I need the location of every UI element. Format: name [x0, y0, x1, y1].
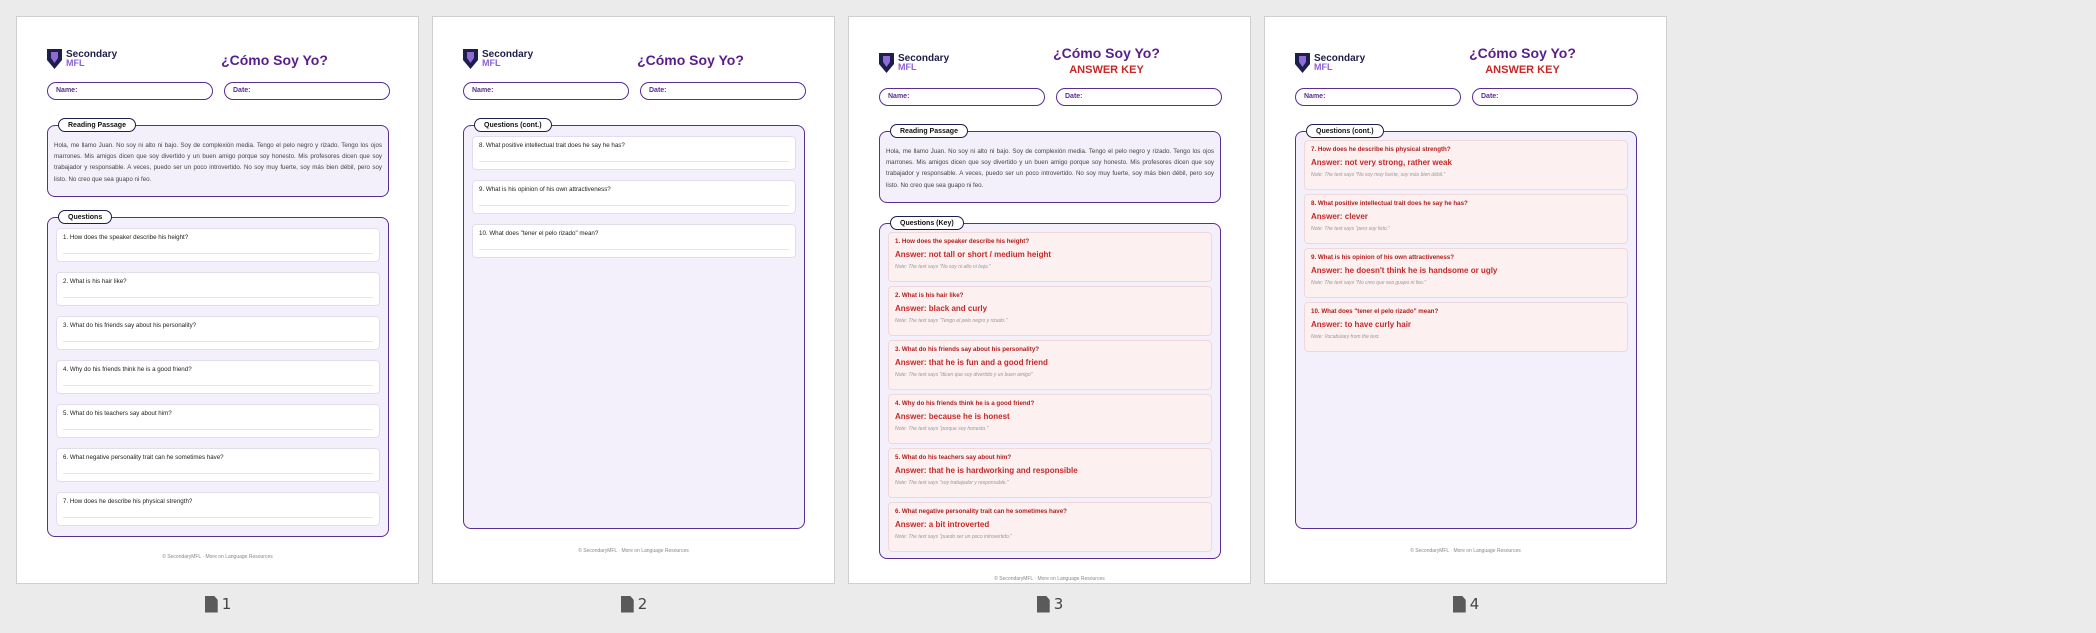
question-box[interactable]: [56, 228, 380, 262]
key-question: 5. What do his teachers say about him?: [895, 454, 1012, 461]
brand-suffix: MFL: [898, 62, 917, 72]
date-field[interactable]: Date:: [224, 82, 390, 100]
page-number: 1: [221, 595, 232, 613]
brand-logo: [1295, 53, 1365, 73]
page-number: 3: [1053, 595, 1064, 613]
answer-key-box: [1304, 248, 1628, 298]
shield-logo-icon: [879, 53, 894, 73]
key-question: 2. What is his hair like?: [895, 292, 964, 299]
question-text: 5. What do his teachers say about him?: [63, 410, 172, 417]
questions-cont-section: [463, 122, 805, 529]
question-box[interactable]: [56, 272, 380, 306]
passage-text: Hola, me llamo Juan. No soy ni alto ni bajo. Soy de complexión media. Tengo el pelo negro y rizado. Tengo los ojos marrones. Mis amigos dicen que soy divertido y un buen amigo porque soy honesto. Mis profesores dicen que soy trabajador y responsable. A veces, puedo ser un poco introvertido. No soy muy fuerte, soy más bien débil, pero soy listo. No creo que sea guapo ni feo.: [54, 142, 382, 183]
answer-line: [479, 161, 789, 162]
question-text: 10. What does "tener el pelo rizado" mean?: [479, 230, 599, 237]
answer-key-box: [888, 286, 1212, 336]
page-title: ¿Cómo Soy Yo?: [221, 52, 328, 68]
page-4: [1264, 16, 1667, 584]
date-field[interactable]: Date:: [1472, 88, 1638, 106]
page-3: [848, 16, 1251, 584]
answer-key-box: [888, 502, 1212, 552]
key-note: Note: The text says "Tengo el pelo negro y rizado.": [895, 318, 1008, 324]
date-field[interactable]: Date:: [640, 82, 806, 100]
key-answer: Answer: a bit introverted: [895, 520, 990, 529]
key-note: Note: The text says "soy trabajador y responsable.": [895, 480, 1009, 486]
question-box[interactable]: [56, 316, 380, 350]
key-note: Note: The text says "No soy ni alto ni bajo.": [895, 264, 991, 270]
answer-line: [63, 253, 373, 254]
key-answer: Answer: because he is honest: [895, 412, 1010, 421]
question-box[interactable]: [56, 448, 380, 482]
key-note: Note: The text says "pero soy listo.": [1311, 226, 1390, 232]
answer-key-box: [888, 448, 1212, 498]
answer-key-box: [888, 232, 1212, 282]
answer-key-box: [888, 394, 1212, 444]
key-note: Note: The text says "No soy muy fuerte, soy más bien débil.": [1311, 172, 1446, 178]
answer-line: [63, 341, 373, 342]
shield-logo-icon: [463, 49, 478, 69]
name-field[interactable]: Name:: [1295, 88, 1461, 106]
section-title: Reading Passage: [58, 118, 136, 132]
key-question: 1. How does the speaker describe his height?: [895, 238, 1030, 245]
answer-key-label: ANSWER KEY: [1069, 64, 1144, 76]
passage-text: Hola, me llamo Juan. No soy ni alto ni bajo. Soy de complexión media. Tengo el pelo negro y rizado. Tengo los ojos marrones. Mis amigos dicen que soy divertido y un buen amigo porque soy honesto. Mis profesores dicen que soy trabajador y responsable. A veces, puedo ser un poco introvertido. No soy muy fuerte, soy más bien débil, pero soy listo. No creo que sea guapo ni feo.: [886, 148, 1214, 189]
question-box[interactable]: [56, 360, 380, 394]
brand-name: Secondary: [482, 49, 534, 60]
key-note: Note: The text says "porque soy honesto.": [895, 426, 989, 432]
answer-line: [479, 205, 789, 206]
footer: © SecondaryMFL · More on Language Resources: [162, 554, 273, 560]
key-answer: Answer: he doesn't think he is handsome or ugly: [1311, 266, 1498, 275]
answer-key-box: [888, 340, 1212, 390]
brand-name: Secondary: [66, 49, 118, 60]
section-title: Questions (Key): [890, 216, 964, 230]
key-question: 9. What is his opinion of his own attractiveness?: [1311, 254, 1455, 261]
question-text: 8. What positive intellectual trait does he say he has?: [479, 142, 625, 149]
document-icon: [1037, 596, 1050, 613]
answer-line: [63, 517, 373, 518]
answer-line: [479, 249, 789, 250]
page-2: [432, 16, 835, 584]
brand-name: Secondary: [898, 53, 950, 64]
question-text: 6. What negative personality trait can he sometimes have?: [63, 454, 224, 461]
key-answer: Answer: not very strong, rather weak: [1311, 158, 1452, 167]
answer-key-box: [1304, 302, 1628, 352]
question-text: 2. What is his hair like?: [63, 278, 127, 285]
footer: © SecondaryMFL · More on Language Resources: [994, 576, 1105, 582]
key-question: 7. How does he describe his physical strength?: [1311, 146, 1451, 153]
section-title: Questions: [58, 210, 112, 224]
page-title: ¿Cómo Soy Yo?: [1053, 45, 1160, 61]
key-answer: Answer: that he is fun and a good friend: [895, 358, 1048, 367]
key-answer: Answer: that he is hardworking and responsible: [895, 466, 1078, 475]
page-title: ¿Cómo Soy Yo?: [1469, 45, 1576, 61]
key-note: Note: Vocabulary from the text.: [1311, 334, 1380, 340]
page-thumbnail-label-4[interactable]: [1436, 595, 1496, 613]
page-number: 2: [637, 595, 648, 613]
brand-logo: [47, 49, 117, 69]
answer-key-box: [1304, 140, 1628, 190]
questions-section: [47, 214, 389, 537]
question-text: 4. Why do his friends think he is a good friend?: [63, 366, 192, 373]
brand-logo: [879, 53, 949, 73]
reading-passage-section: [879, 128, 1221, 203]
answer-key-box: [1304, 194, 1628, 244]
question-box[interactable]: [56, 492, 380, 526]
footer: © SecondaryMFL · More on Language Resources: [578, 548, 689, 554]
key-question: 8. What positive intellectual trait does he say he has?: [1311, 200, 1468, 207]
question-text: 9. What is his opinion of his own attractiveness?: [479, 186, 611, 193]
name-field[interactable]: Name:: [47, 82, 213, 100]
question-box[interactable]: [472, 180, 796, 214]
question-text: 1. How does the speaker describe his height?: [63, 234, 189, 241]
key-note: Note: The text says "No creo que sea guapo ni feo.": [1311, 280, 1427, 286]
document-icon: [205, 596, 218, 613]
brand-suffix: MFL: [1314, 62, 1333, 72]
section-title: Reading Passage: [890, 124, 968, 138]
page-title: ¿Cómo Soy Yo?: [637, 52, 744, 68]
questions-key-cont-section: [1295, 128, 1637, 529]
name-field[interactable]: Name:: [879, 88, 1045, 106]
page-thumbnail-label-1[interactable]: [188, 595, 248, 613]
question-text: 3. What do his friends say about his personality?: [63, 322, 197, 329]
brand-suffix: MFL: [66, 58, 85, 68]
page-thumbnail-label-2[interactable]: [604, 595, 664, 613]
page-thumbnail-label-3[interactable]: [1020, 595, 1080, 613]
key-question: 10. What does "tener el pelo rizado" mean?: [1311, 308, 1439, 315]
question-text: 7. How does he describe his physical strength?: [63, 498, 193, 505]
question-box[interactable]: [472, 224, 796, 258]
answer-line: [63, 429, 373, 430]
key-answer: Answer: black and curly: [895, 304, 988, 313]
section-title: Questions (cont.): [474, 118, 552, 132]
brand-suffix: MFL: [482, 58, 501, 68]
question-box[interactable]: [56, 404, 380, 438]
key-answer: Answer: not tall or short / medium height: [895, 250, 1052, 259]
brand-logo: [463, 49, 533, 69]
answer-line: [63, 385, 373, 386]
brand-name: Secondary: [1314, 53, 1366, 64]
key-question: 4. Why do his friends think he is a good friend?: [895, 400, 1035, 407]
section-title: Questions (cont.): [1306, 124, 1384, 138]
key-note: Note: The text says "dicen que soy divertido y un buen amigo": [895, 372, 1033, 378]
key-answer: Answer: to have curly hair: [1311, 320, 1412, 329]
page-number: 4: [1469, 595, 1480, 613]
key-note: Note: The text says "puedo ser un poco introvertido.": [895, 534, 1012, 540]
key-answer: Answer: clever: [1311, 212, 1368, 221]
reading-passage-section: [47, 122, 389, 197]
shield-logo-icon: [47, 49, 62, 69]
questions-key-section: [879, 220, 1221, 559]
key-question: 6. What negative personality trait can he sometimes have?: [895, 508, 1067, 515]
key-question: 3. What do his friends say about his personality?: [895, 346, 1040, 353]
footer: © SecondaryMFL · More on Language Resources: [1410, 548, 1521, 554]
document-icon: [1453, 596, 1466, 613]
name-field[interactable]: Name:: [463, 82, 629, 100]
answer-line: [63, 297, 373, 298]
date-field[interactable]: Date:: [1056, 88, 1222, 106]
shield-logo-icon: [1295, 53, 1310, 73]
document-icon: [621, 596, 634, 613]
question-box[interactable]: [472, 136, 796, 170]
answer-key-label: ANSWER KEY: [1485, 64, 1560, 76]
page-1: [16, 16, 419, 584]
answer-line: [63, 473, 373, 474]
